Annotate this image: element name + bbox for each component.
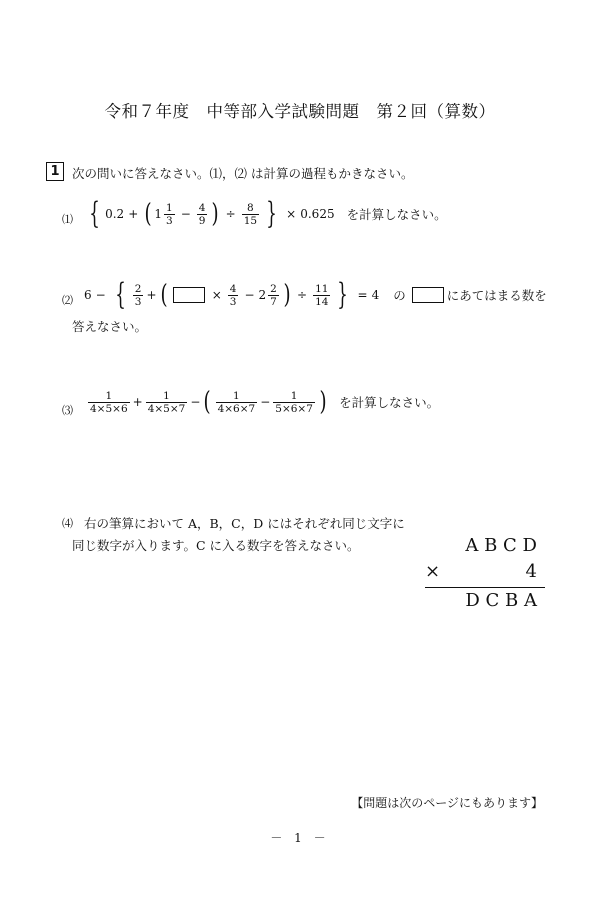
- fraction-two-sevenths: [268, 283, 279, 308]
- numerator: 2: [134, 282, 142, 295]
- problem-4-text-line-2: 同じ数字が入ります。C に入る数字を答えなさい。: [72, 538, 360, 553]
- product-row: D C B A: [465, 590, 537, 611]
- denominator: 4×5×7: [147, 402, 186, 415]
- brace-left: {: [89, 196, 100, 231]
- times-sign: ×: [211, 288, 222, 302]
- multiplication-puzzle: [425, 533, 545, 614]
- answer-blank-box: [173, 287, 205, 303]
- problem-3-label: ⑶: [62, 404, 73, 417]
- denominator: 5×6×7: [275, 402, 313, 415]
- paren-left: (: [203, 387, 212, 417]
- problem-1-instruction: を計算しなさい。: [346, 207, 447, 222]
- problem-1-label: ⑴: [62, 213, 73, 226]
- multiplier-row: [425, 559, 545, 585]
- denominator: 9: [198, 214, 206, 227]
- fraction-two-thirds: [133, 283, 144, 308]
- question-number-box: 1: [46, 162, 64, 181]
- brace-right: }: [337, 277, 349, 312]
- paren-right: ): [319, 387, 327, 417]
- mixed-whole: 1: [154, 207, 163, 221]
- equals-sign: =: [357, 288, 368, 302]
- multiplicand-row: A B C D: [465, 535, 537, 556]
- divide-sign: ÷: [225, 207, 236, 221]
- denominator: 3: [134, 295, 142, 308]
- term-0-2: 0.2: [105, 207, 125, 221]
- fraction-eight-fifteenths: [242, 202, 259, 227]
- fraction-d: [273, 390, 315, 415]
- next-page-note: 【問題は次のページにもあります】: [351, 796, 543, 810]
- numerator: 1: [290, 389, 298, 402]
- times-sign: ×: [425, 561, 441, 582]
- fraction-c: [216, 390, 258, 415]
- term-6: 6: [84, 288, 92, 302]
- problem-4-text-line-1: 右の筆算において A，B，C，D にはそれぞれ同じ文字に: [84, 516, 405, 531]
- fraction-b: [146, 390, 188, 415]
- problem-2-instruction: にあてはまる数を: [446, 288, 547, 303]
- problem-3-instruction: を計算しなさい。: [339, 395, 440, 410]
- numerator: 1: [105, 389, 113, 402]
- page-number: － 1 －: [270, 831, 330, 845]
- term-0-625: 0.625: [300, 207, 335, 221]
- minus-sign: −: [190, 395, 201, 409]
- brace-right: }: [266, 196, 277, 231]
- minus-sign: −: [244, 288, 255, 302]
- numerator: 1: [233, 389, 240, 402]
- denominator: 3: [229, 295, 237, 308]
- numerator: 1: [166, 201, 173, 214]
- minus-sign: −: [180, 207, 191, 221]
- mixed-number: [259, 283, 281, 308]
- plus-sign: +: [146, 288, 157, 302]
- brace-left: {: [114, 277, 126, 312]
- numerator: 1: [163, 389, 170, 402]
- problem-2-instruction-cont: 答えなさい。: [72, 319, 148, 334]
- numerator: 4: [229, 282, 237, 295]
- denominator: 4×5×6: [90, 402, 128, 415]
- fraction-a: [88, 390, 130, 415]
- denominator: 4×6×7: [217, 402, 256, 415]
- problem-2-label: ⑵: [62, 294, 73, 307]
- mixed-number: [154, 202, 176, 227]
- denominator: 7: [270, 295, 277, 308]
- fraction-eleven-fourteenths: [313, 283, 330, 308]
- paren-right: ): [212, 199, 220, 229]
- particle-no: の: [393, 288, 406, 303]
- divide-sign: ÷: [297, 288, 308, 302]
- numerator: 2: [270, 282, 277, 295]
- denominator: 3: [166, 214, 173, 227]
- numerator: 11: [315, 282, 329, 295]
- minus-sign: −: [95, 288, 106, 302]
- problem-1-expression: [84, 196, 447, 231]
- numerator: 8: [247, 201, 254, 214]
- paren-left: (: [144, 199, 152, 229]
- denominator: 14: [315, 295, 329, 308]
- denominator: 15: [243, 214, 258, 227]
- mixed-whole: 2: [258, 288, 267, 302]
- numerator: 4: [198, 201, 206, 214]
- multiplier: 4: [525, 561, 537, 582]
- plus-sign: +: [128, 207, 139, 221]
- plus-sign: +: [132, 395, 143, 409]
- problem-4-label: ⑷: [62, 517, 73, 530]
- times-sign: ×: [286, 207, 297, 221]
- fraction-one-third: [164, 202, 175, 227]
- paren-left: (: [160, 280, 168, 310]
- fraction-four-thirds: [228, 283, 239, 308]
- minus-sign: −: [260, 395, 271, 409]
- page-title: 令和７年度 中等部入学試験問題 第２回（算数）: [104, 102, 496, 121]
- term-4: 4: [371, 288, 380, 302]
- paren-right: ): [283, 280, 291, 310]
- problem-3-expression: [86, 389, 439, 415]
- question-instruction: 次の問いに答えなさい。⑴，⑵ は計算の過程もかきなさい。: [72, 166, 414, 181]
- fraction-four-ninths: [197, 202, 208, 227]
- problem-2-expression: [84, 277, 547, 312]
- answer-blank-reference: [412, 287, 444, 303]
